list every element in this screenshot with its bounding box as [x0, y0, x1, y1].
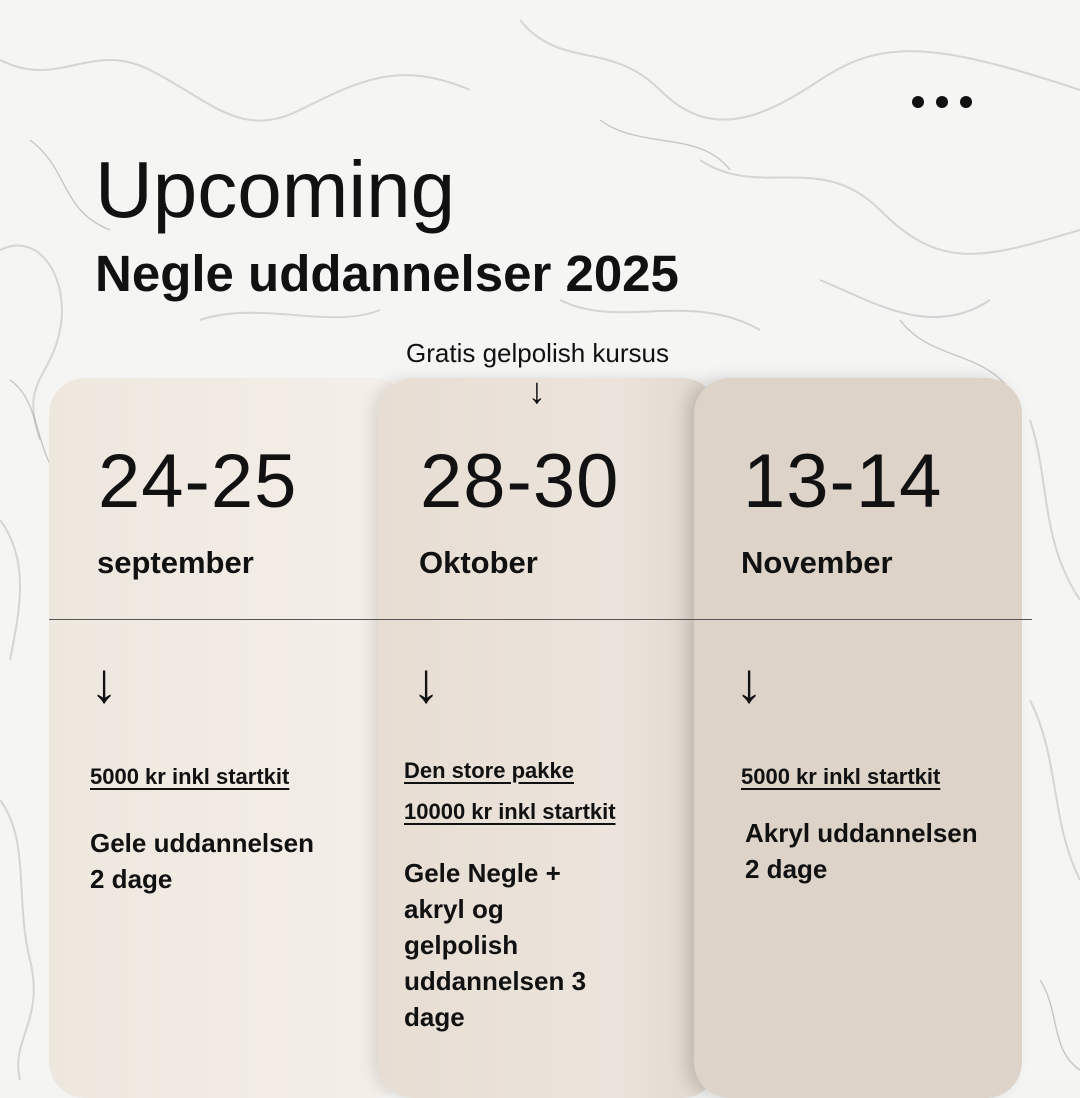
description-line: Akryl uddannelsen: [745, 818, 978, 848]
course-date: 28-30: [420, 439, 620, 524]
course-description: [404, 855, 586, 1035]
menu-dot: [936, 96, 948, 108]
down-arrow-icon: ↓: [528, 370, 546, 411]
menu-dot: [912, 96, 924, 108]
divider: [49, 619, 1032, 620]
description-line: 2 dage: [90, 864, 173, 894]
course-price: 5000 kr inkl startkit: [741, 764, 941, 789]
description-line: Gele uddannelsen: [90, 828, 314, 858]
free-course-note: Gratis gelpolish kursus: [406, 338, 669, 368]
description-line: akryl og: [404, 894, 504, 924]
description-line: Gele Negle +: [404, 858, 561, 888]
course-price: 10000 kr inkl startkit: [404, 799, 616, 824]
down-arrow-icon: ↓: [412, 651, 440, 714]
course-month: september: [97, 545, 254, 580]
course-description: [90, 825, 314, 897]
page-title: Upcoming: [95, 145, 456, 234]
course-description: [745, 815, 978, 887]
course-date: 13-14: [743, 439, 943, 524]
description-line: dage: [404, 1002, 465, 1032]
down-arrow-icon: ↓: [90, 651, 118, 714]
more-options-icon[interactable]: [906, 92, 986, 112]
course-month: Oktober: [419, 545, 538, 580]
course-date: 24-25: [98, 439, 298, 524]
course-package: Den store pakke: [404, 758, 574, 783]
course-month: November: [741, 545, 893, 580]
page-subtitle: Negle uddannelser 2025: [95, 245, 679, 302]
menu-dot: [960, 96, 972, 108]
course-price: 5000 kr inkl startkit: [90, 764, 290, 789]
description-line: uddannelsen 3: [404, 966, 587, 996]
description-line: gelpolish: [404, 930, 519, 960]
description-line: 2 dage: [745, 854, 828, 884]
down-arrow-icon: ↓: [735, 651, 763, 714]
